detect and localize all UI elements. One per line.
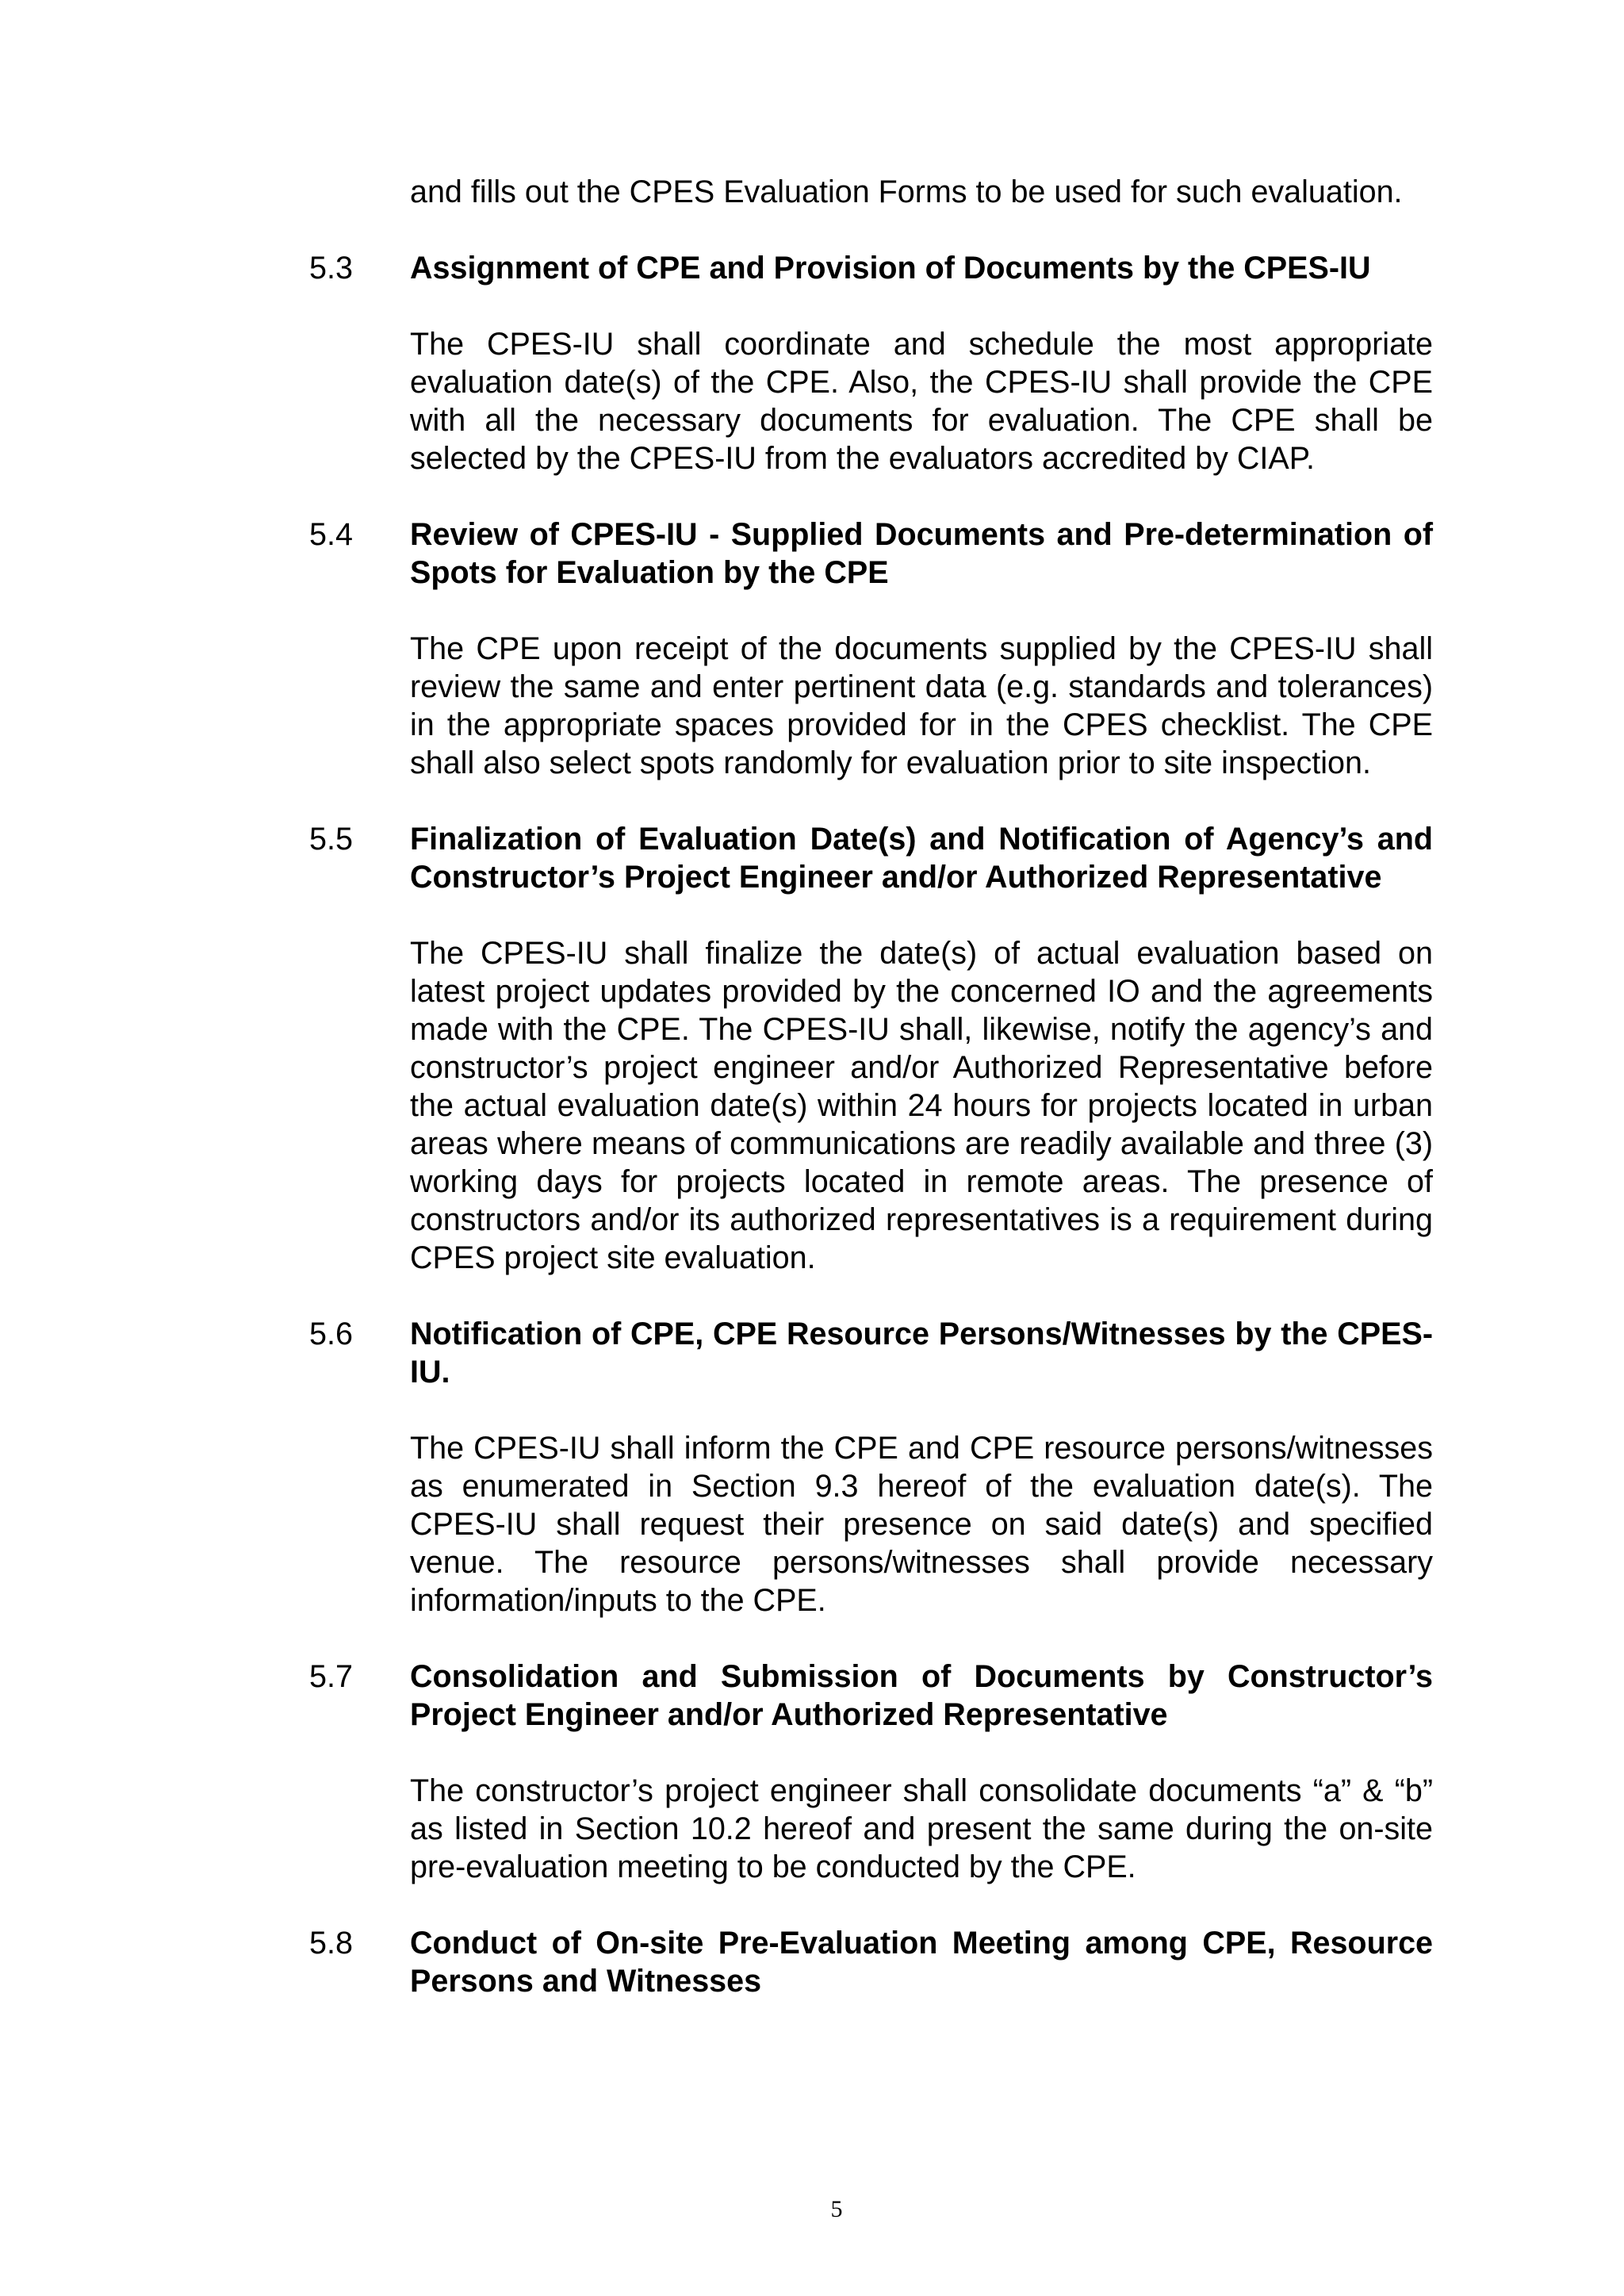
section-number: 5.7 [309,1659,353,1694]
section-body: The constructor’s project engineer shall consolidate documents “a” & “b” as listed in Section 10.2 hereof and present the same during the on-site pre-evaluation meeting to be conducted by the CPE. [410,1773,1433,1884]
section-number: 5.3 [309,251,353,286]
section-number: 5.5 [309,822,353,857]
section-title: Finalization of Evaluation Date(s) and Notification of Agency’s and Constructor’s Project Engineer and/or Authorized Representative [410,822,1433,895]
page-content [309,173,1433,2000]
section-5-3 [309,249,1433,477]
page-number: 5 [830,2196,843,2222]
section-body: The CPES-IU shall inform the CPE and CPE resource persons/witnesses as enumerated in Section 9.3 hereof of the evaluation date(s). The CPES-IU shall request their presence on said date(s) and specified venue. The resource persons/witnesses shall provide necessary information/inputs to the CPE. [410,1431,1433,1618]
section-number: 5.4 [309,517,353,552]
section-title: Assignment of CPE and Provision of Documents by the CPES-IU [410,251,1371,286]
section-5-7 [309,1658,1433,1886]
section-number: 5.8 [309,1926,353,1961]
section-body: The CPES-IU shall coordinate and schedule the most appropriate evaluation date(s) of the CPE. Also, the CPES-IU shall provide the CPE with all the necessary documents for evaluation. The CPE shall be selected by the CPES-IU from the evaluators accredited by CIAP. [410,327,1433,476]
section-5-4 [309,516,1433,782]
section-title: Notification of CPE, CPE Resource Persons/Witnesses by the CPES-IU. [410,1317,1433,1389]
section-5-8 [309,1924,1433,2000]
section-number: 5.6 [309,1317,353,1351]
section-5-6 [309,1315,1433,1619]
section-title: Conduct of On-site Pre-Evaluation Meeting among CPE, Resource Persons and Witnesses [410,1926,1433,1999]
section-5-5 [309,820,1433,1277]
section-body: The CPE upon receipt of the documents supplied by the CPES-IU shall review the same and enter pertinent data (e.g. standards and tolerances) in the appropriate spaces provided for in the CPES checklist. The CPE shall also select spots randomly for evaluation prior to site inspection. [410,631,1433,780]
section-title: Consolidation and Submission of Documents by Constructor’s Project Engineer and/or Authorized Representative [410,1659,1433,1732]
section-body: The CPES-IU shall finalize the date(s) of actual evaluation based on latest project updates provided by the concerned IO and the agreements made with the CPE. The CPES-IU shall, likewise, notify the agency’s and constructor’s project engineer and/or Authorized Representative before the actual evaluation date(s) within 24 hours for projects located in urban areas where means of communications are readily available and three (3) working days for projects located in remote areas. The presence of constructors and/or its authorized representatives is a requirement during CPES project site evaluation. [410,936,1433,1275]
section-title: Review of CPES-IU - Supplied Documents and Pre-determination of Spots for Evaluation by the CPE [410,517,1433,590]
intro-paragraph: and fills out the CPES Evaluation Forms to be used for such evaluation. [410,174,1403,209]
